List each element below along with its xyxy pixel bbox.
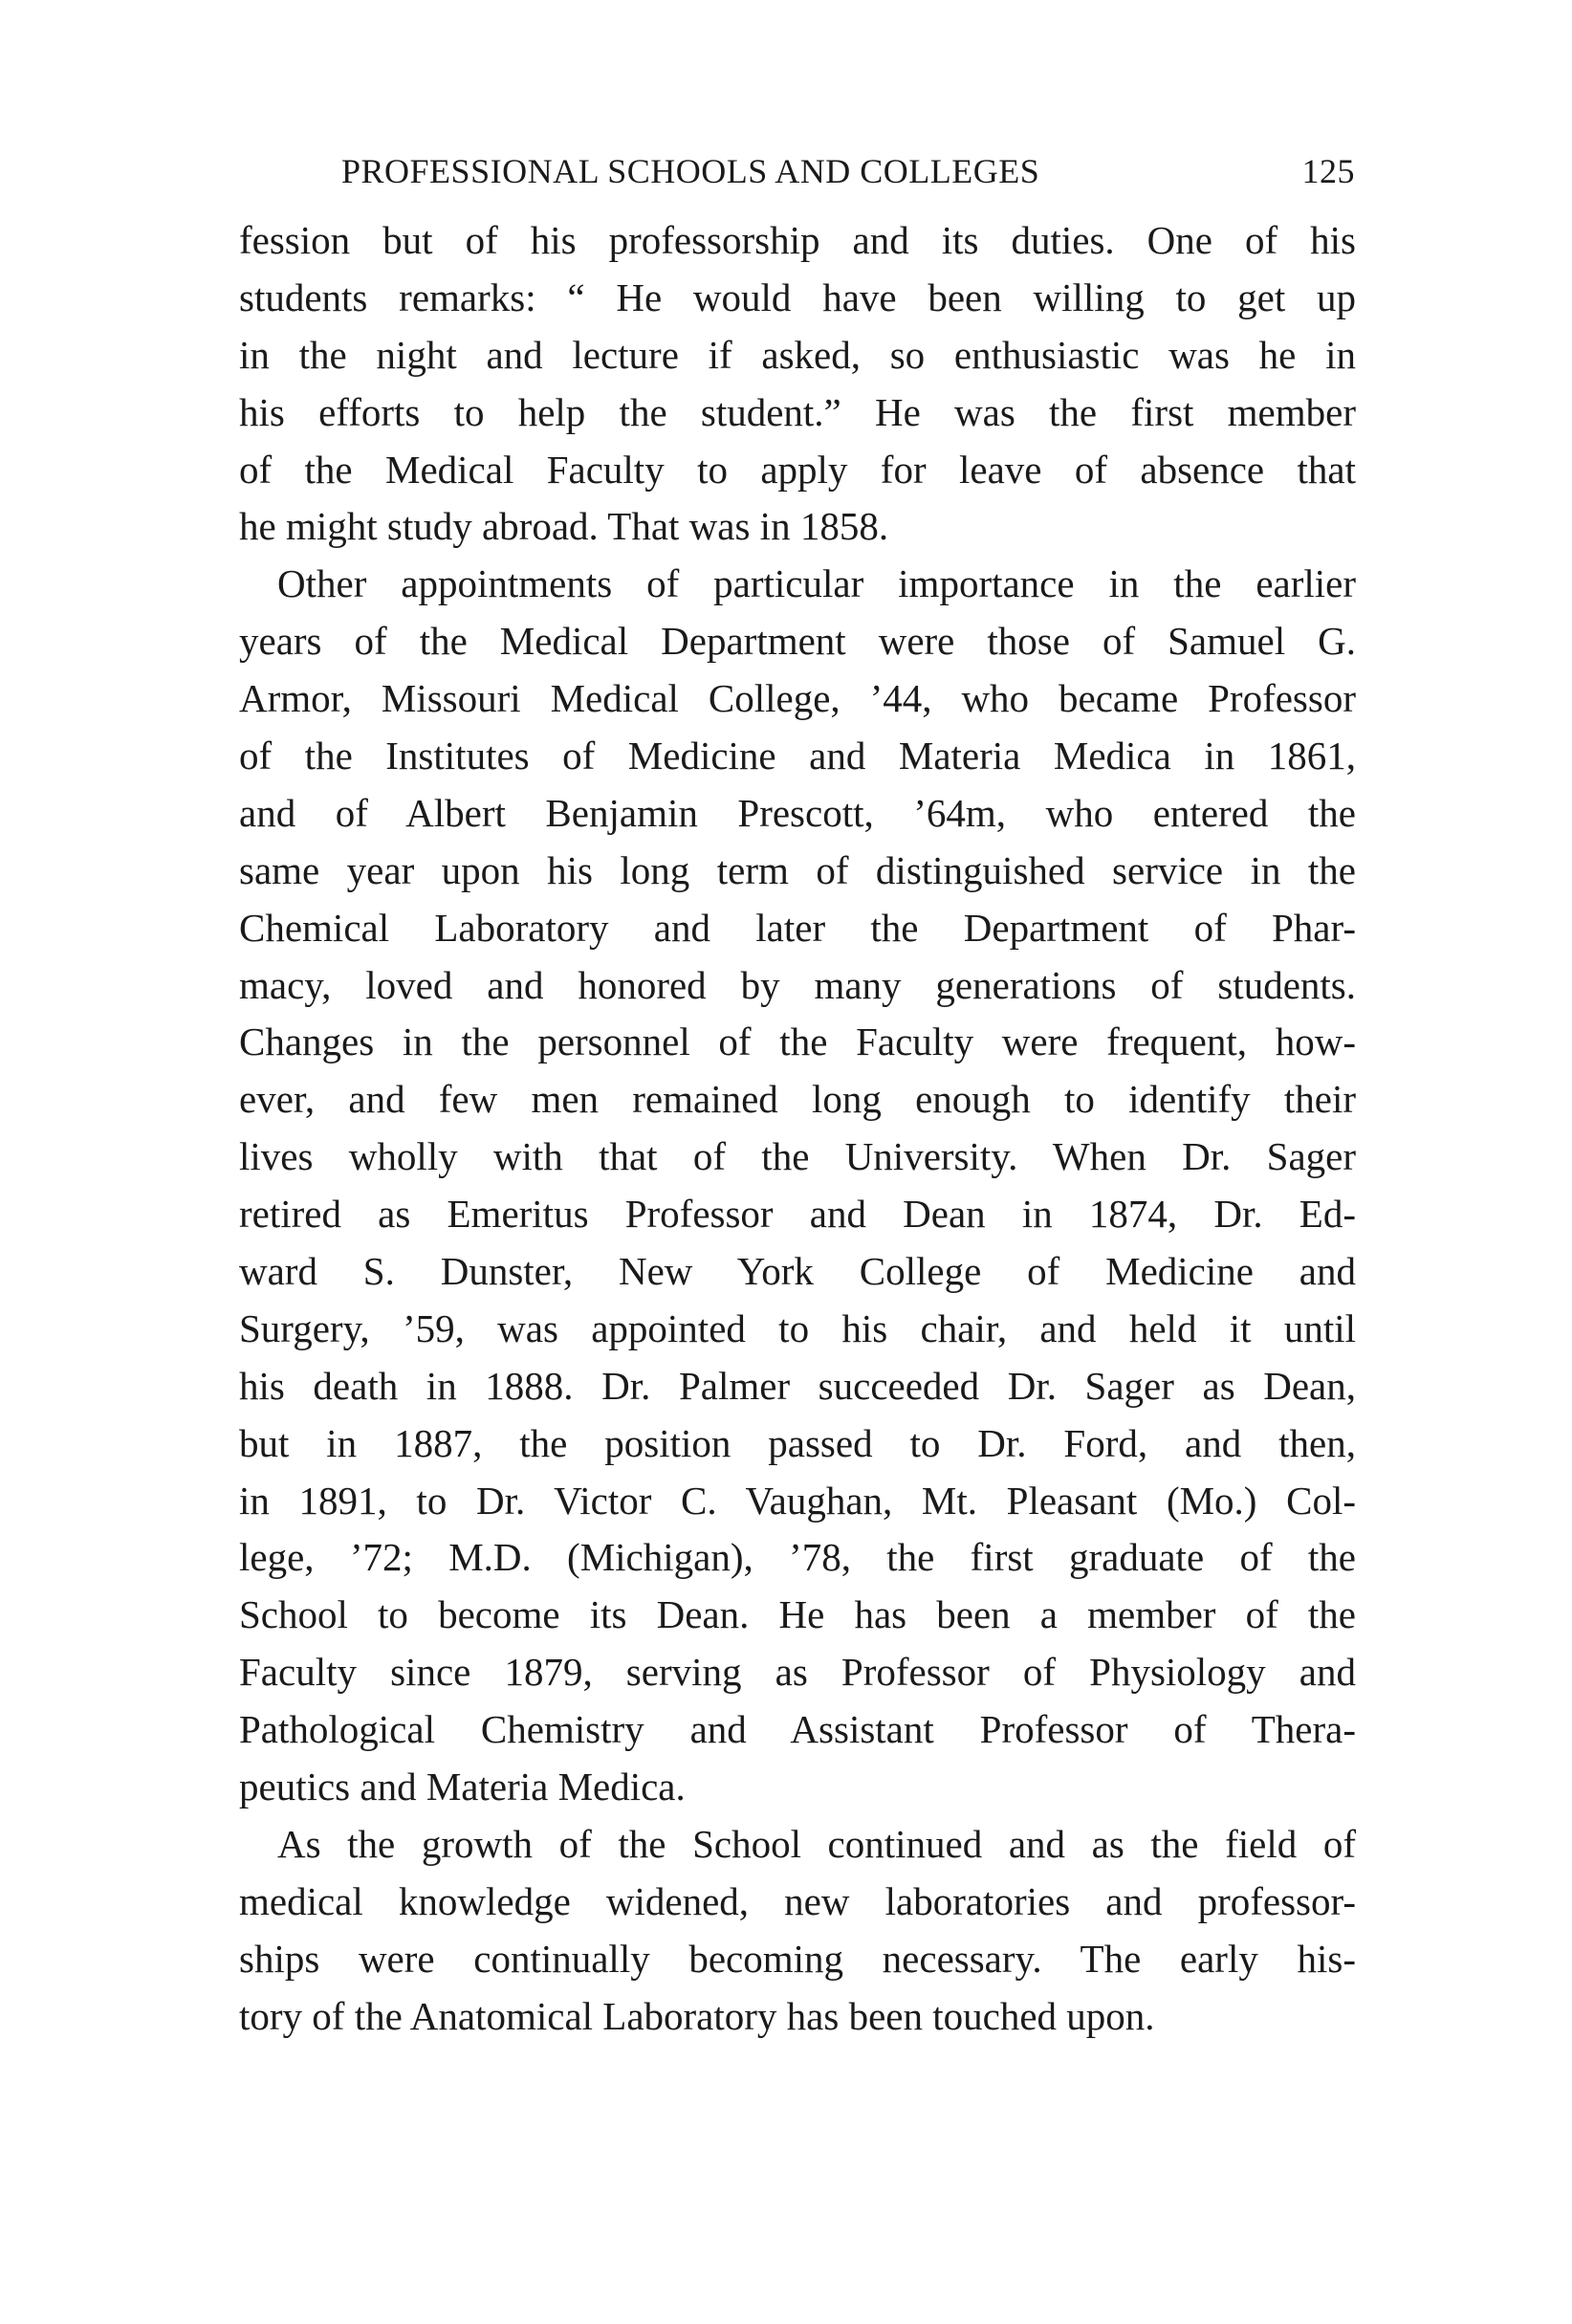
text-line: Faculty since 1879, serving as Professor of Physiology and	[239, 1650, 1356, 1695]
text-line: Other appointments of particular importance in the earlier	[277, 561, 1356, 606]
paragraph	[239, 556, 1356, 1816]
paragraph	[239, 212, 1356, 556]
text-line: Chemical Laboratory and later the Department of Phar-	[239, 905, 1356, 950]
text-line: macy, loved and honored by many generations of students.	[239, 962, 1356, 1007]
text-line: Pathological Chemistry and Assistant Professor of Thera-	[239, 1707, 1356, 1752]
text-line: of the Institutes of Medicine and Materia Medica in 1861,	[239, 734, 1356, 778]
text-line: School to become its Dean. He has been a member of the	[239, 1592, 1356, 1637]
text-line: in the night and lecture if asked, so enthusiastic was he in	[239, 332, 1356, 377]
text-line: peutics and Materia Medica.	[239, 1765, 686, 1809]
text-line: but in 1887, the position passed to Dr. Ford, and then,	[239, 1420, 1356, 1465]
page-body	[239, 212, 1356, 2046]
text-line: in 1891, to Dr. Victor C. Vaughan, Mt. Pleasant (Mo.) Col-	[239, 1478, 1356, 1523]
text-line: lives wholly with that of the University. When Dr. Sager	[239, 1134, 1356, 1179]
text-line: medical knowledge widened, new laboratories and professor-	[239, 1878, 1356, 1923]
text-line: of the Medical Faculty to apply for leave of absence that	[239, 447, 1356, 492]
text-line: his death in 1888. Dr. Palmer succeeded Dr. Sager as Dean,	[239, 1363, 1356, 1408]
text-line: retired as Emeritus Professor and Dean in 1874, Dr. Ed-	[239, 1192, 1356, 1237]
text-line: students remarks: “ He would have been willing to get up	[239, 274, 1356, 319]
text-line: Armor, Missouri Medical College, ’44, who became Professor	[239, 676, 1356, 721]
page-number: 125	[1301, 152, 1355, 190]
text-line: his efforts to help the student.” He was the first member	[239, 389, 1356, 434]
text-line: lege, ’72; M.D. (Michigan), ’78, the first graduate of the	[239, 1535, 1356, 1580]
text-line: tory of the Anatomical Laboratory has been touched upon.	[239, 1993, 1155, 2038]
text-line: he might study abroad. That was in 1858.	[239, 504, 889, 549]
running-header	[341, 151, 1355, 199]
text-line: As the growth of the School continued and as the field of	[277, 1821, 1356, 1866]
text-line: years of the Medical Department were those of Samuel G.	[239, 619, 1356, 664]
text-line: ever, and few men remained long enough to identify their	[239, 1077, 1356, 1122]
text-line: ships were continually becoming necessary. The early his-	[239, 1936, 1356, 1981]
text-line: Surgery, ’59, was appointed to his chair, and held it until	[239, 1305, 1356, 1350]
text-line: fession but of his professorship and its duties. One of his	[239, 218, 1356, 262]
paragraph	[239, 1816, 1356, 2046]
text-line: and of Albert Benjamin Prescott, ’64m, who entered the	[239, 790, 1356, 835]
text-line: same year upon his long term of distinguished service in the	[239, 847, 1356, 892]
text-line: ward S. Dunster, New York College of Medicine and	[239, 1249, 1356, 1294]
running-title: PROFESSIONAL SCHOOLS AND COLLEGES	[341, 152, 1040, 190]
text-line: Changes in the personnel of the Faculty were frequent, how-	[239, 1019, 1356, 1064]
